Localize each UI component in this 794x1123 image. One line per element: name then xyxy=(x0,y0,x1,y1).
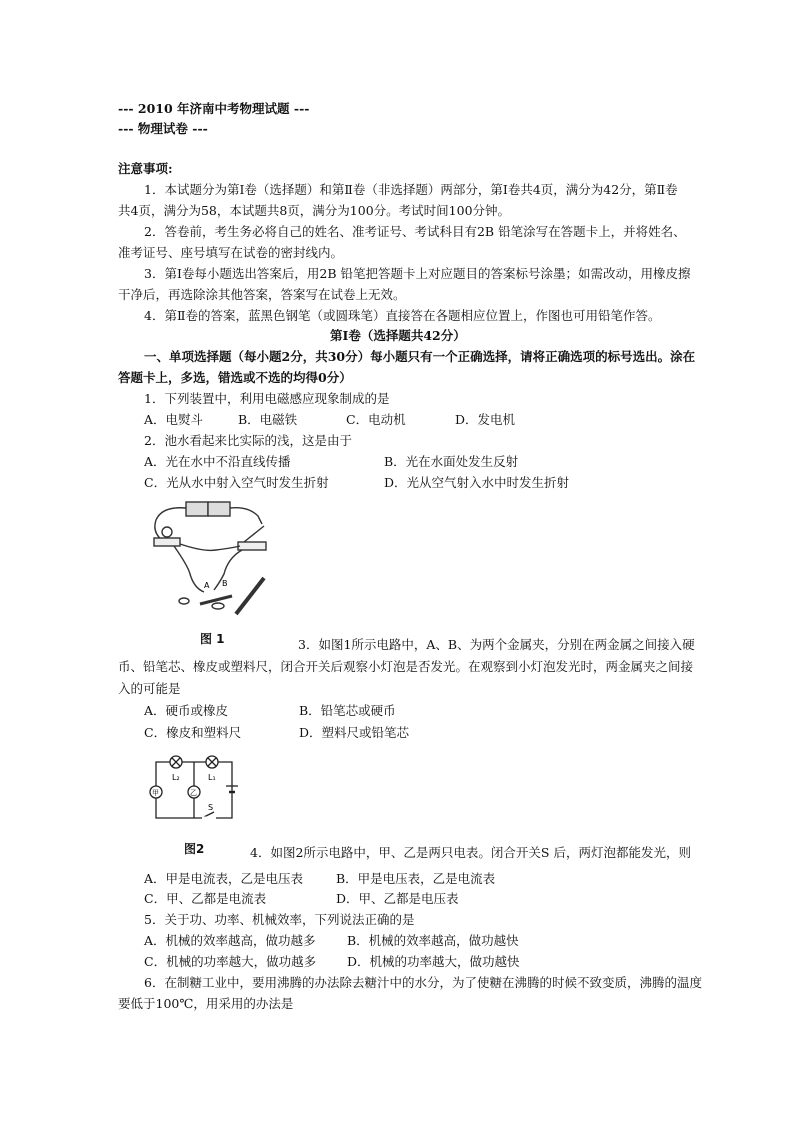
q2-stem: 2．池水看起来比实际的浅，这是由于 xyxy=(144,433,352,448)
q2-option-a: A．光在水中不沿直线传播 xyxy=(144,454,291,469)
notice-item-3a: 3．第Ⅰ卷每小题选出答案后，用2B 铅笔把答题卡上对应题目的答案标号涂墨；如需改动，用橡皮擦 xyxy=(144,266,691,281)
q1-option-a: A．电熨斗 xyxy=(144,412,204,427)
q3-option-a: A．硬币或橡皮 xyxy=(144,703,229,718)
figure-2-meter-jia: 甲 xyxy=(152,789,159,797)
q2-option-b: B．光在水面处发生反射 xyxy=(384,454,519,469)
section-instructions-1: 一、单项选择题（每小题2分，共30分）每小题只有一个正确选择，请将正确选项的标号选出。涂在 xyxy=(144,349,696,364)
q5-option-a: A．机械的效率越高，做功越多 xyxy=(144,933,316,948)
notice-item-2b: 准考证号、座号填写在试卷的密封线内。 xyxy=(118,245,344,260)
notice-item-1b: 共4页，满分为58，本试题共8页，满分为100分。考试时间100分钟。 xyxy=(118,203,511,218)
notice-item-2a: 2．答卷前，考生务必将自己的姓名、准考证号、考试科目有2B 铅笔涂写在答题卡上，并将姓名、 xyxy=(144,224,686,239)
q5-option-d: D．机械的功率越大，做功越快 xyxy=(347,954,520,969)
figure-2-label-l2: L₂ xyxy=(172,773,180,782)
page-title: --- 2010 年济南中考物理试题 --- xyxy=(118,101,310,116)
q3-option-b: B．铅笔芯或硬币 xyxy=(299,703,396,718)
figure-1-circuit xyxy=(144,496,284,621)
q1-option-c: C．电动机 xyxy=(346,412,406,427)
q3-option-c: C．橡皮和塑料尺 xyxy=(144,725,242,740)
figure-2-meter-yi: 乙 xyxy=(190,789,197,797)
notice-item-3b: 干净后，再选除涂其他答案，答案写在试卷上无效。 xyxy=(118,287,406,302)
section-instructions-2: 答题卡上，多选，错选或不选的均得0分） xyxy=(118,370,352,385)
figure-2-label-l1: L₁ xyxy=(208,773,216,782)
q4-stem: 4．如图2所示电路中，甲、乙是两只电表。闭合开关S 后，两灯泡都能发光，则 xyxy=(250,845,691,860)
figure-2-circuit xyxy=(146,752,242,830)
q3-option-d: D．塑料尺或铅笔芯 xyxy=(299,725,410,740)
q6-stem-2: 要低于100℃，用采用的办法是 xyxy=(118,996,294,1011)
q4-option-a: A．甲是电流表，乙是电压表 xyxy=(144,871,304,886)
q4-option-d: D．甲、乙都是电压表 xyxy=(336,891,459,906)
notice-heading: 注意事项: xyxy=(118,161,173,176)
q1-option-d: D．发电机 xyxy=(455,412,516,427)
q3-stem-1: 3．如图1所示电路中，A、B、为两个金属夹，分别在两金属之间接入硬 xyxy=(298,637,695,652)
q4-option-c: C．甲、乙都是电流表 xyxy=(144,891,267,906)
q5-option-c: C．机械的功率越大，做功越多 xyxy=(144,954,317,969)
q3-stem-2: 币、铅笔芯、橡皮或塑料尺，闭合开关后观察小灯泡是否发光。在观察到小灯泡发光时，两金属夹之间接 xyxy=(118,659,694,674)
q2-option-c: C．光从水中射入空气时发生折射 xyxy=(144,475,329,490)
figure-2-label-s: S xyxy=(208,803,214,812)
part1-title: 第Ⅰ卷（选择题共42分） xyxy=(330,328,466,343)
figure-1-label-b: B xyxy=(222,579,228,588)
q1-stem: 1．下列装置中，利用电磁感应现象制成的是 xyxy=(144,391,390,406)
notice-item-1a: 1．本试题分为第Ⅰ卷（选择题）和第Ⅱ卷（非选择题）两部分，第Ⅰ卷共4页，满分为42分，第Ⅱ卷 xyxy=(144,182,678,197)
q5-stem: 5．关于功、功率、机械效率，下列说法正确的是 xyxy=(144,912,415,927)
q3-stem-3: 入的可能是 xyxy=(118,681,181,696)
figure-1-caption: 图 1 xyxy=(200,632,225,646)
q4-option-b: B．甲是电压表，乙是电流表 xyxy=(336,871,496,886)
page-subtitle: --- 物理试卷 --- xyxy=(118,121,208,136)
q2-option-d: D．光从空气射入水中时发生折射 xyxy=(384,475,570,490)
figure-2-caption: 图2 xyxy=(184,842,205,856)
figure-1-label-a: A xyxy=(204,581,210,590)
notice-item-4: 4．第Ⅱ卷的答案，蓝黑色钢笔（或圆珠笔）直接答在各题相应位置上，作图也可用铅笔作答。 xyxy=(144,308,661,323)
q6-stem-1: 6．在制糖工业中，要用沸腾的办法除去糖汁中的水分，为了使糖在沸腾的时候不致变质，沸腾的温度 xyxy=(144,975,702,990)
q1-option-b: B．电磁铁 xyxy=(238,412,298,427)
q5-option-b: B．机械的效率越高，做功越快 xyxy=(347,933,519,948)
